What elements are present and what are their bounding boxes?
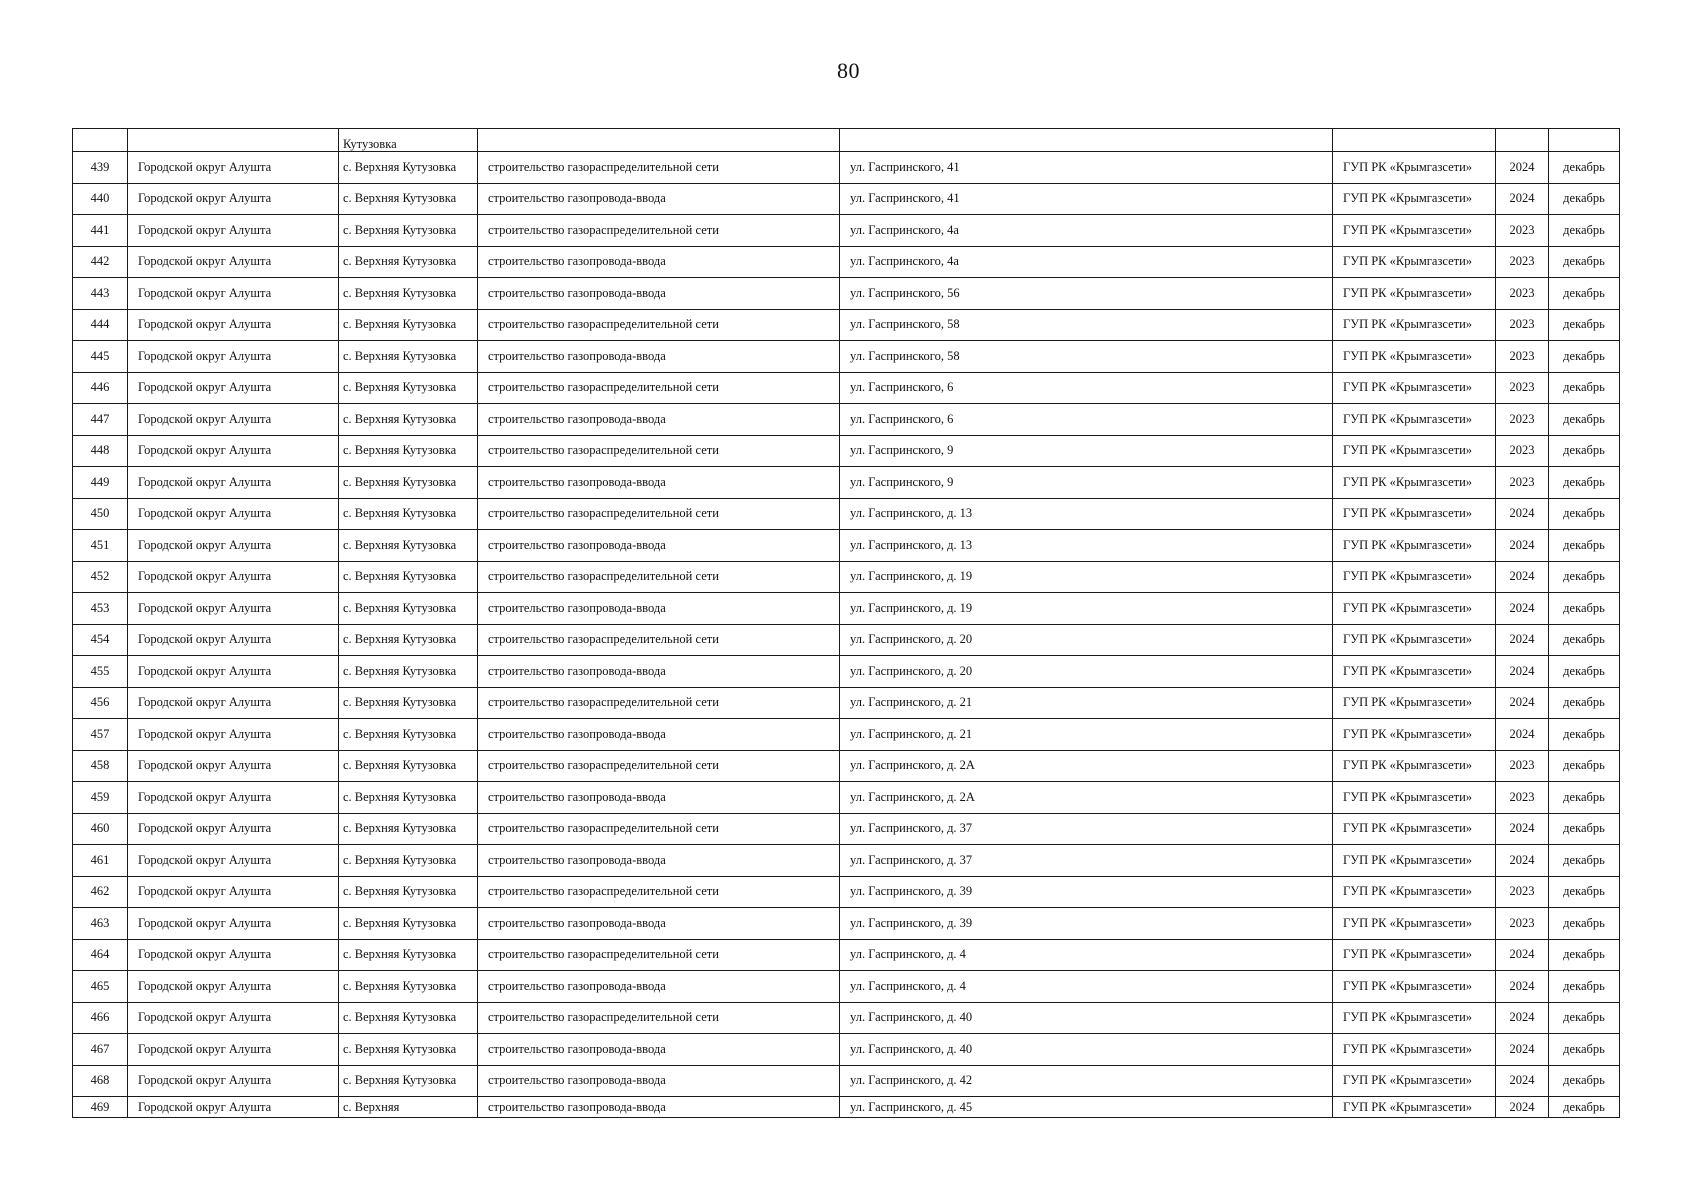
cell-work: строительство газопровода-ввода xyxy=(478,183,840,215)
cell-org: ГУП РК «Крымгазсети» xyxy=(1333,593,1496,625)
cell-org xyxy=(1333,129,1496,152)
cell-num: 462 xyxy=(73,876,128,908)
cell-month: декабрь xyxy=(1549,908,1620,940)
table-row xyxy=(73,435,1620,467)
cell-org: ГУП РК «Крымгазсети» xyxy=(1333,309,1496,341)
table-row xyxy=(73,1002,1620,1034)
cell-org: ГУП РК «Крымгазсети» xyxy=(1333,215,1496,247)
cell-year: 2023 xyxy=(1496,309,1549,341)
cell-org: ГУП РК «Крымгазсети» xyxy=(1333,656,1496,688)
cell-work: строительство газопровода-ввода xyxy=(478,971,840,1003)
cell-district: Городской округ Алушта xyxy=(128,215,339,247)
cell-locality: с. Верхняя Кутузовка xyxy=(339,435,478,467)
cell-month: декабрь xyxy=(1549,845,1620,877)
cell-address: ул. Гаспринского, 6 xyxy=(840,404,1333,436)
cell-address: ул. Гаспринского, д. 20 xyxy=(840,624,1333,656)
cell-district: Городской округ Алушта xyxy=(128,1097,339,1118)
cell-address: ул. Гаспринского, д. 4 xyxy=(840,971,1333,1003)
cell-address: ул. Гаспринского, д. 19 xyxy=(840,561,1333,593)
cell-work: строительство газораспределительной сети xyxy=(478,152,840,184)
cell-address: ул. Гаспринского, д. 20 xyxy=(840,656,1333,688)
cell-district: Городской округ Алушта xyxy=(128,404,339,436)
cell-month: декабрь xyxy=(1549,561,1620,593)
cell-district: Городской округ Алушта xyxy=(128,278,339,310)
cell-locality: с. Верхняя Кутузовка xyxy=(339,719,478,751)
table-row xyxy=(73,971,1620,1003)
cell-num: 461 xyxy=(73,845,128,877)
cell-num: 447 xyxy=(73,404,128,436)
cell-district: Городской округ Алушта xyxy=(128,467,339,499)
cell-locality: с. Верхняя Кутузовка xyxy=(339,183,478,215)
cell-address: ул. Гаспринского, д. 37 xyxy=(840,813,1333,845)
cell-locality: с. Верхняя Кутузовка xyxy=(339,939,478,971)
cell-locality: с. Верхняя Кутузовка xyxy=(339,971,478,1003)
cell-locality: с. Верхняя Кутузовка xyxy=(339,246,478,278)
cell-year: 2024 xyxy=(1496,1002,1549,1034)
cell-district: Городской округ Алушта xyxy=(128,908,339,940)
cell-locality: с. Верхняя xyxy=(339,1097,478,1118)
cell-locality: с. Верхняя Кутузовка xyxy=(339,624,478,656)
table-row xyxy=(73,246,1620,278)
cell-org: ГУП РК «Крымгазсети» xyxy=(1333,813,1496,845)
cell-org: ГУП РК «Крымгазсети» xyxy=(1333,467,1496,499)
cell-address: ул. Гаспринского, 6 xyxy=(840,372,1333,404)
cell-district xyxy=(128,129,339,152)
cell-locality: с. Верхняя Кутузовка xyxy=(339,876,478,908)
cell-locality: с. Верхняя Кутузовка xyxy=(339,687,478,719)
cell-locality: с. Верхняя Кутузовка xyxy=(339,656,478,688)
cell-num: 466 xyxy=(73,1002,128,1034)
cell-district: Городской округ Алушта xyxy=(128,152,339,184)
table-row xyxy=(73,372,1620,404)
cell-month: декабрь xyxy=(1549,939,1620,971)
cell-month: декабрь xyxy=(1549,656,1620,688)
cell-locality: с. Верхняя Кутузовка xyxy=(339,530,478,562)
cell-locality: с. Верхняя Кутузовка xyxy=(339,372,478,404)
cell-locality: с. Верхняя Кутузовка xyxy=(339,1002,478,1034)
cell-year: 2024 xyxy=(1496,939,1549,971)
cell-year: 2024 xyxy=(1496,530,1549,562)
cell-district: Городской округ Алушта xyxy=(128,498,339,530)
cell-address: ул. Гаспринского, 4а xyxy=(840,246,1333,278)
cell-work: строительство газопровода-ввода xyxy=(478,845,840,877)
cell-district: Городской округ Алушта xyxy=(128,750,339,782)
cell-num: 467 xyxy=(73,1034,128,1066)
cell-month: декабрь xyxy=(1549,624,1620,656)
table-body xyxy=(73,129,1620,1118)
cell-work: строительство газопровода-ввода xyxy=(478,1097,840,1118)
cell-work: строительство газораспределительной сети xyxy=(478,813,840,845)
cell-address: ул. Гаспринского, 9 xyxy=(840,467,1333,499)
cell-locality: с. Верхняя Кутузовка xyxy=(339,404,478,436)
cell-month: декабрь xyxy=(1549,750,1620,782)
cell-locality: с. Верхняя Кутузовка xyxy=(339,278,478,310)
cell-num: 468 xyxy=(73,1065,128,1097)
cell-district: Городской округ Алушта xyxy=(128,561,339,593)
cell-num: 442 xyxy=(73,246,128,278)
cell-month: декабрь xyxy=(1549,1034,1620,1066)
cell-year: 2023 xyxy=(1496,215,1549,247)
table-row xyxy=(73,750,1620,782)
cell-address: ул. Гаспринского, 41 xyxy=(840,152,1333,184)
cell-year: 2024 xyxy=(1496,593,1549,625)
cell-work: строительство газораспределительной сети xyxy=(478,435,840,467)
cell-work: строительство газораспределительной сети xyxy=(478,1002,840,1034)
table-row xyxy=(73,1034,1620,1066)
cell-district: Городской округ Алушта xyxy=(128,782,339,814)
cell-district: Городской округ Алушта xyxy=(128,341,339,373)
cell-work xyxy=(478,129,840,152)
cell-district: Городской округ Алушта xyxy=(128,435,339,467)
cell-address: ул. Гаспринского, 41 xyxy=(840,183,1333,215)
cell-month: декабрь xyxy=(1549,813,1620,845)
cell-org: ГУП РК «Крымгазсети» xyxy=(1333,278,1496,310)
cell-year: 2024 xyxy=(1496,1034,1549,1066)
cell-num: 465 xyxy=(73,971,128,1003)
cell-year: 2024 xyxy=(1496,656,1549,688)
page-number: 80 xyxy=(837,58,860,83)
cell-year: 2024 xyxy=(1496,845,1549,877)
cell-num: 453 xyxy=(73,593,128,625)
cell-month: декабрь xyxy=(1549,309,1620,341)
cell-month: декабрь xyxy=(1549,687,1620,719)
cell-address: ул. Гаспринского, д. 21 xyxy=(840,719,1333,751)
cell-district: Городской округ Алушта xyxy=(128,845,339,877)
cell-month: декабрь xyxy=(1549,1065,1620,1097)
table-row xyxy=(73,876,1620,908)
cell-org: ГУП РК «Крымгазсети» xyxy=(1333,1002,1496,1034)
cell-locality: с. Верхняя Кутузовка xyxy=(339,908,478,940)
cell-num: 469 xyxy=(73,1097,128,1118)
cell-locality: с. Верхняя Кутузовка xyxy=(339,498,478,530)
cell-year: 2023 xyxy=(1496,908,1549,940)
cell-district: Городской округ Алушта xyxy=(128,656,339,688)
cell-work: строительство газопровода-ввода xyxy=(478,278,840,310)
cell-org: ГУП РК «Крымгазсети» xyxy=(1333,435,1496,467)
cell-work: строительство газораспределительной сети xyxy=(478,309,840,341)
cell-address: ул. Гаспринского, д. 2А xyxy=(840,750,1333,782)
cell-num: 463 xyxy=(73,908,128,940)
cell-num: 452 xyxy=(73,561,128,593)
cell-work: строительство газопровода-ввода xyxy=(478,341,840,373)
table-row xyxy=(73,278,1620,310)
cell-locality: с. Верхняя Кутузовка xyxy=(339,152,478,184)
cell-num: 448 xyxy=(73,435,128,467)
cell-year: 2023 xyxy=(1496,435,1549,467)
cell-address: ул. Гаспринского, д. 39 xyxy=(840,876,1333,908)
cell-district: Городской округ Алушта xyxy=(128,624,339,656)
cell-address: ул. Гаспринского, д. 37 xyxy=(840,845,1333,877)
cell-num: 450 xyxy=(73,498,128,530)
cell-address: ул. Гаспринского, д. 4 xyxy=(840,939,1333,971)
cell-month: декабрь xyxy=(1549,593,1620,625)
cell-work: строительство газораспределительной сети xyxy=(478,624,840,656)
cell-num: 440 xyxy=(73,183,128,215)
cell-locality: с. Верхняя Кутузовка xyxy=(339,593,478,625)
table-row xyxy=(73,845,1620,877)
cell-month: декабрь xyxy=(1549,498,1620,530)
table-row xyxy=(73,1065,1620,1097)
cell-address: ул. Гаспринского, д. 45 xyxy=(840,1097,1333,1118)
cell-org: ГУП РК «Крымгазсети» xyxy=(1333,183,1496,215)
cell-work: строительство газопровода-ввода xyxy=(478,246,840,278)
cell-work: строительство газораспределительной сети xyxy=(478,498,840,530)
cell-org: ГУП РК «Крымгазсети» xyxy=(1333,939,1496,971)
table-row xyxy=(73,183,1620,215)
cell-work: строительство газопровода-ввода xyxy=(478,530,840,562)
cell-address: ул. Гаспринского, д. 40 xyxy=(840,1002,1333,1034)
cell-year: 2023 xyxy=(1496,876,1549,908)
continuation-row xyxy=(73,129,1620,152)
cell-org: ГУП РК «Крымгазсети» xyxy=(1333,1097,1496,1118)
cell-month: декабрь xyxy=(1549,278,1620,310)
cell-address: ул. Гаспринского, д. 13 xyxy=(840,530,1333,562)
cell-org: ГУП РК «Крымгазсети» xyxy=(1333,908,1496,940)
cell-num: 441 xyxy=(73,215,128,247)
cell-org: ГУП РК «Крымгазсети» xyxy=(1333,561,1496,593)
cell-month: декабрь xyxy=(1549,183,1620,215)
table-row xyxy=(73,624,1620,656)
table-row xyxy=(73,467,1620,499)
cell-district: Городской округ Алушта xyxy=(128,309,339,341)
cell-month: декабрь xyxy=(1549,719,1620,751)
cell-district: Городской округ Алушта xyxy=(128,687,339,719)
cell-locality: с. Верхняя Кутузовка xyxy=(339,215,478,247)
cell-year: 2024 xyxy=(1496,561,1549,593)
cell-locality: с. Верхняя Кутузовка xyxy=(339,341,478,373)
cell-org: ГУП РК «Крымгазсети» xyxy=(1333,845,1496,877)
cell-locality: Кутузовка xyxy=(339,129,478,152)
cell-district: Городской округ Алушта xyxy=(128,1002,339,1034)
table-row xyxy=(73,813,1620,845)
cell-address: ул. Гаспринского, д. 40 xyxy=(840,1034,1333,1066)
cell-org: ГУП РК «Крымгазсети» xyxy=(1333,687,1496,719)
table-row xyxy=(73,939,1620,971)
table-row xyxy=(73,215,1620,247)
cell-address: ул. Гаспринского, 9 xyxy=(840,435,1333,467)
cell-month: декабрь xyxy=(1549,372,1620,404)
cell-locality: с. Верхняя Кутузовка xyxy=(339,309,478,341)
cell-year: 2024 xyxy=(1496,183,1549,215)
table-row xyxy=(73,1097,1620,1118)
cell-year: 2024 xyxy=(1496,498,1549,530)
cell-num: 454 xyxy=(73,624,128,656)
cell-district: Городской округ Алушта xyxy=(128,939,339,971)
cell-month: декабрь xyxy=(1549,876,1620,908)
cell-locality: с. Верхняя Кутузовка xyxy=(339,1065,478,1097)
table-row xyxy=(73,530,1620,562)
cell-district: Городской округ Алушта xyxy=(128,593,339,625)
cell-org: ГУП РК «Крымгазсети» xyxy=(1333,971,1496,1003)
cell-address: ул. Гаспринского, д. 42 xyxy=(840,1065,1333,1097)
cell-work: строительство газопровода-ввода xyxy=(478,1065,840,1097)
table-row xyxy=(73,309,1620,341)
table-row xyxy=(73,656,1620,688)
cell-work: строительство газопровода-ввода xyxy=(478,782,840,814)
cell-address xyxy=(840,129,1333,152)
cell-address: ул. Гаспринского, 56 xyxy=(840,278,1333,310)
cell-month: декабрь xyxy=(1549,341,1620,373)
cell-num: 464 xyxy=(73,939,128,971)
cell-address: ул. Гаспринского, д. 21 xyxy=(840,687,1333,719)
cell-district: Городской округ Алушта xyxy=(128,1065,339,1097)
cell-work: строительство газопровода-ввода xyxy=(478,908,840,940)
cell-work: строительство газопровода-ввода xyxy=(478,593,840,625)
cell-district: Городской округ Алушта xyxy=(128,971,339,1003)
cell-locality: с. Верхняя Кутузовка xyxy=(339,467,478,499)
cell-num: 446 xyxy=(73,372,128,404)
cell-org: ГУП РК «Крымгазсети» xyxy=(1333,530,1496,562)
cell-num: 459 xyxy=(73,782,128,814)
cell-org: ГУП РК «Крымгазсети» xyxy=(1333,341,1496,373)
cell-address: ул. Гаспринского, 58 xyxy=(840,309,1333,341)
cell-org: ГУП РК «Крымгазсети» xyxy=(1333,372,1496,404)
cell-month: декабрь xyxy=(1549,467,1620,499)
cell-org: ГУП РК «Крымгазсети» xyxy=(1333,719,1496,751)
table-row xyxy=(73,341,1620,373)
table-row xyxy=(73,593,1620,625)
cell-work: строительство газопровода-ввода xyxy=(478,719,840,751)
cell-year: 2024 xyxy=(1496,971,1549,1003)
table-row xyxy=(73,687,1620,719)
cell-work: строительство газопровода-ввода xyxy=(478,467,840,499)
cell-work: строительство газораспределительной сети xyxy=(478,372,840,404)
cell-year: 2023 xyxy=(1496,467,1549,499)
cell-address: ул. Гаспринского, д. 13 xyxy=(840,498,1333,530)
cell-num: 445 xyxy=(73,341,128,373)
cell-month: декабрь xyxy=(1549,404,1620,436)
cell-locality: с. Верхняя Кутузовка xyxy=(339,782,478,814)
cell-org: ГУП РК «Крымгазсети» xyxy=(1333,624,1496,656)
cell-num: 460 xyxy=(73,813,128,845)
cell-address: ул. Гаспринского, 4а xyxy=(840,215,1333,247)
table-row xyxy=(73,719,1620,751)
cell-org: ГУП РК «Крымгазсети» xyxy=(1333,876,1496,908)
cell-org: ГУП РК «Крымгазсети» xyxy=(1333,498,1496,530)
cell-district: Городской округ Алушта xyxy=(128,876,339,908)
cell-org: ГУП РК «Крымгазсети» xyxy=(1333,404,1496,436)
cell-locality: с. Верхняя Кутузовка xyxy=(339,561,478,593)
cell-month: декабрь xyxy=(1549,530,1620,562)
cell-year: 2024 xyxy=(1496,719,1549,751)
cell-district: Городской округ Алушта xyxy=(128,183,339,215)
cell-year xyxy=(1496,129,1549,152)
cell-work: строительство газораспределительной сети xyxy=(478,876,840,908)
cell-org: ГУП РК «Крымгазсети» xyxy=(1333,782,1496,814)
table-row xyxy=(73,152,1620,184)
cell-year: 2023 xyxy=(1496,341,1549,373)
cell-org: ГУП РК «Крымгазсети» xyxy=(1333,1034,1496,1066)
cell-num: 456 xyxy=(73,687,128,719)
cell-num: 451 xyxy=(73,530,128,562)
cell-year: 2024 xyxy=(1496,1065,1549,1097)
cell-month: декабрь xyxy=(1549,435,1620,467)
cell-month: декабрь xyxy=(1549,246,1620,278)
cell-month: декабрь xyxy=(1549,782,1620,814)
table-row xyxy=(73,561,1620,593)
cell-num xyxy=(73,129,128,152)
cell-work: строительство газопровода-ввода xyxy=(478,1034,840,1066)
cell-year: 2024 xyxy=(1496,152,1549,184)
gasification-table xyxy=(72,128,1620,1118)
cell-work: строительство газопровода-ввода xyxy=(478,656,840,688)
cell-locality: с. Верхняя Кутузовка xyxy=(339,845,478,877)
cell-num: 439 xyxy=(73,152,128,184)
cell-month xyxy=(1549,129,1620,152)
cell-month: декабрь xyxy=(1549,1002,1620,1034)
cell-year: 2023 xyxy=(1496,404,1549,436)
cell-locality: с. Верхняя Кутузовка xyxy=(339,750,478,782)
cell-num: 458 xyxy=(73,750,128,782)
table-row xyxy=(73,782,1620,814)
cell-num: 449 xyxy=(73,467,128,499)
cell-district: Городской округ Алушта xyxy=(128,719,339,751)
cell-org: ГУП РК «Крымгазсети» xyxy=(1333,246,1496,278)
cell-year: 2024 xyxy=(1496,1097,1549,1118)
table-row xyxy=(73,404,1620,436)
cell-num: 457 xyxy=(73,719,128,751)
cell-year: 2024 xyxy=(1496,687,1549,719)
cell-month: декабрь xyxy=(1549,215,1620,247)
cell-month: декабрь xyxy=(1549,971,1620,1003)
cell-year: 2024 xyxy=(1496,624,1549,656)
cell-year: 2023 xyxy=(1496,278,1549,310)
cell-district: Городской округ Алушта xyxy=(128,1034,339,1066)
cell-work: строительство газораспределительной сети xyxy=(478,939,840,971)
cell-num: 443 xyxy=(73,278,128,310)
cell-year: 2023 xyxy=(1496,782,1549,814)
cell-work: строительство газопровода-ввода xyxy=(478,404,840,436)
cell-address: ул. Гаспринского, д. 2А xyxy=(840,782,1333,814)
cell-year: 2023 xyxy=(1496,246,1549,278)
cell-address: ул. Гаспринского, д. 39 xyxy=(840,908,1333,940)
cell-locality: с. Верхняя Кутузовка xyxy=(339,813,478,845)
cell-month: декабрь xyxy=(1549,1097,1620,1118)
cell-district: Городской округ Алушта xyxy=(128,530,339,562)
cell-work: строительство газораспределительной сети xyxy=(478,687,840,719)
cell-work: строительство газораспределительной сети xyxy=(478,561,840,593)
cell-locality: с. Верхняя Кутузовка xyxy=(339,1034,478,1066)
table-row xyxy=(73,498,1620,530)
cell-month: декабрь xyxy=(1549,152,1620,184)
table-row xyxy=(73,908,1620,940)
cell-district: Городской округ Алушта xyxy=(128,372,339,404)
cell-address: ул. Гаспринского, 58 xyxy=(840,341,1333,373)
cell-year: 2023 xyxy=(1496,372,1549,404)
cell-work: строительство газораспределительной сети xyxy=(478,215,840,247)
cell-address: ул. Гаспринского, д. 19 xyxy=(840,593,1333,625)
cell-num: 444 xyxy=(73,309,128,341)
cell-num: 455 xyxy=(73,656,128,688)
cell-org: ГУП РК «Крымгазсети» xyxy=(1333,750,1496,782)
cell-year: 2024 xyxy=(1496,813,1549,845)
cell-district: Городской округ Алушта xyxy=(128,246,339,278)
cell-year: 2023 xyxy=(1496,750,1549,782)
cell-org: ГУП РК «Крымгазсети» xyxy=(1333,1065,1496,1097)
cell-work: строительство газораспределительной сети xyxy=(478,750,840,782)
cell-org: ГУП РК «Крымгазсети» xyxy=(1333,152,1496,184)
cell-district: Городской округ Алушта xyxy=(128,813,339,845)
